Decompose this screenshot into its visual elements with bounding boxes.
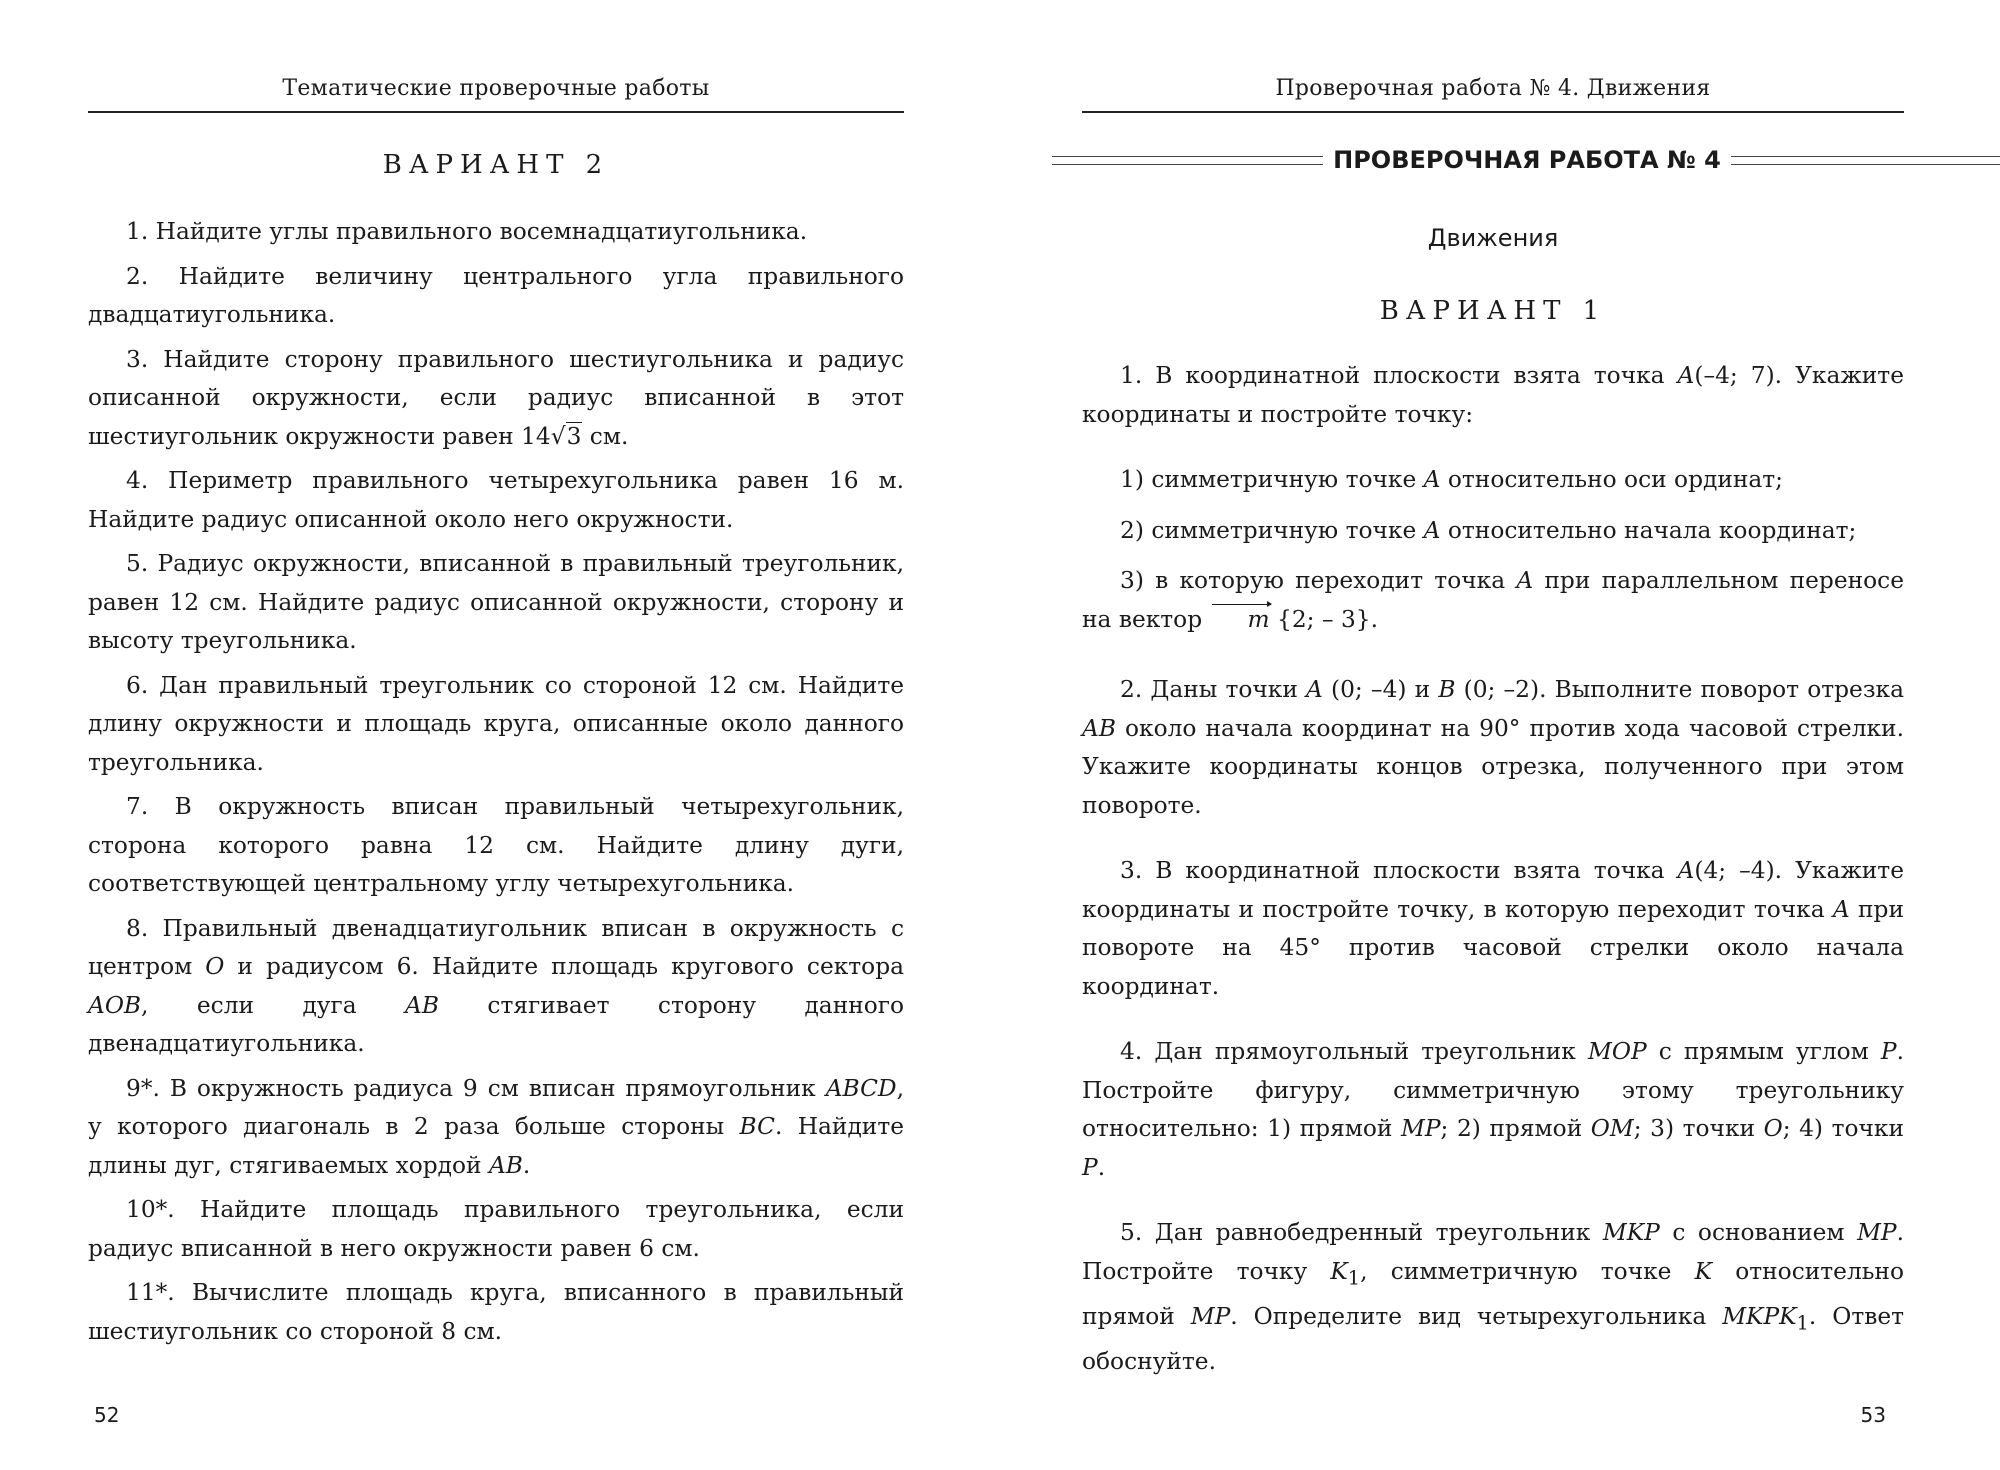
page-number: 52 (94, 1403, 120, 1427)
heading-rule-left (1052, 156, 1323, 165)
header-rule (88, 111, 904, 113)
square-root: √3 (550, 422, 582, 450)
problem-5: 5. Дан равнобедренный треугольник MKP с основанием MP. Постройте точку $K_1$, симметричную точке K относительно прямой MP. Определите вид четырехугольника $MKPK_1$. Ответ обоснуйте. (1082, 1219, 1904, 1375)
problem-3: 3. В координатной плоскости взята точка A(4; –4). Укажите координаты и постройте точку, в которую переходит точка A при повороте на 45° против часовой стрелки около начала координат. (1082, 857, 1904, 1000)
problem-7: 7. В окружность вписан правильный четырехугольник, сторона которого равна 12 см. Найдите длину дуги, соответствующей центральному углу четырехугольника. (88, 793, 904, 897)
problem-11: 11*. Вычислите площадь круга, вписанного в правильный шестиугольник со стороной 8 см. (88, 1279, 904, 1345)
work-heading (1052, 146, 2000, 174)
work-title: ПРОВЕРОЧНАЯ РАБОТА № 4 (1333, 146, 1721, 174)
problem-1-item-3: 3) в которую переходит точка A при параллельном переносе на вектор m {2; – 3}. (1082, 562, 1904, 639)
problem-2: 2. Найдите величину центрального угла правильного двадцатиугольника. (88, 262, 904, 328)
problem-4: 4. Периметр правильного четырехугольника равен 16 м. Найдите радиус описанной около него окружности. (88, 467, 904, 533)
problem-5: 5. Радиус окружности, вписанной в правильный треугольник, равен 12 см. Найдите радиус описанной окружности, сторону и высоту треугольника. (88, 550, 904, 654)
problem-9: 9*. В окружность радиуса 9 см вписан прямоугольник ABCD, у которого диагональ в 2 раза больше стороны BC. Найдите длины дуг, стягиваемых хордой AB. (88, 1074, 904, 1179)
problem-list (88, 213, 904, 1357)
vector-m: m (1210, 601, 1270, 640)
problem-1-item-2: 2) симметричную точке A относительно начала координат; (1120, 516, 1857, 544)
problem-1: 1. Найдите углы правильного восемнадцатиугольника. (126, 218, 808, 245)
page-number: 53 (1860, 1403, 1886, 1427)
header-rule (1082, 111, 1904, 113)
variant-title: ВАРИАНТ 1 (1379, 296, 1607, 326)
problem-10: 10*. Найдите площадь правильного треугольника, если радиус вписанной в него окружности равен 6 см. (88, 1196, 904, 1262)
problem-8: 8. Правильный двенадцатиугольник вписан в окружность с центром O и радиусом 6. Найдите площадь кругового сектора AOB, если дуга AB стягивает сторону данного двенадцатиугольника. (88, 914, 905, 1057)
heading-rule-right (1731, 156, 2000, 165)
running-head: Проверочная работа № 4. Движения (1275, 76, 1711, 101)
variant-title: ВАРИАНТ 2 (382, 150, 610, 180)
problem-1: 1. В координатной плоскости взята точка A(–4; 7). Укажите координаты и постройте точку: (1082, 362, 1904, 428)
problem-6: 6. Дан правильный треугольник со стороной 12 см. Найдите длину окружности и площадь круга, описанные около данного треугольника. (88, 671, 904, 776)
problem-1-item-1: 1) симметричную точке A относительно оси ординат; (1120, 466, 1784, 493)
problem-4: 4. Дан прямоугольный треугольник MOP с прямым углом P. Постройте фигуру, симметричную этому треугольнику относительно: 1) прямой MP; 2) прямой OM; 3) точки O; 4) точки P. (1082, 1038, 1905, 1181)
problem-list (1082, 357, 1904, 1408)
section-title: Движения (1427, 224, 1559, 252)
running-head: Тематические проверочные работы (282, 76, 710, 101)
problem-3: 3. Найдите сторону правильного шестиугольника и радиус описанной окружности, если радиус вписанной в этот шестиугольник окружности равен 14√3 см. (88, 345, 904, 450)
problem-2: 2. Даны точки A (0; –4) и B (0; –2). Выполните поворот отрезка AB около начала координат на 90° против хода часовой стрелки. Укажите координаты концов отрезка, полученного при этом повороте. (1082, 676, 1905, 819)
